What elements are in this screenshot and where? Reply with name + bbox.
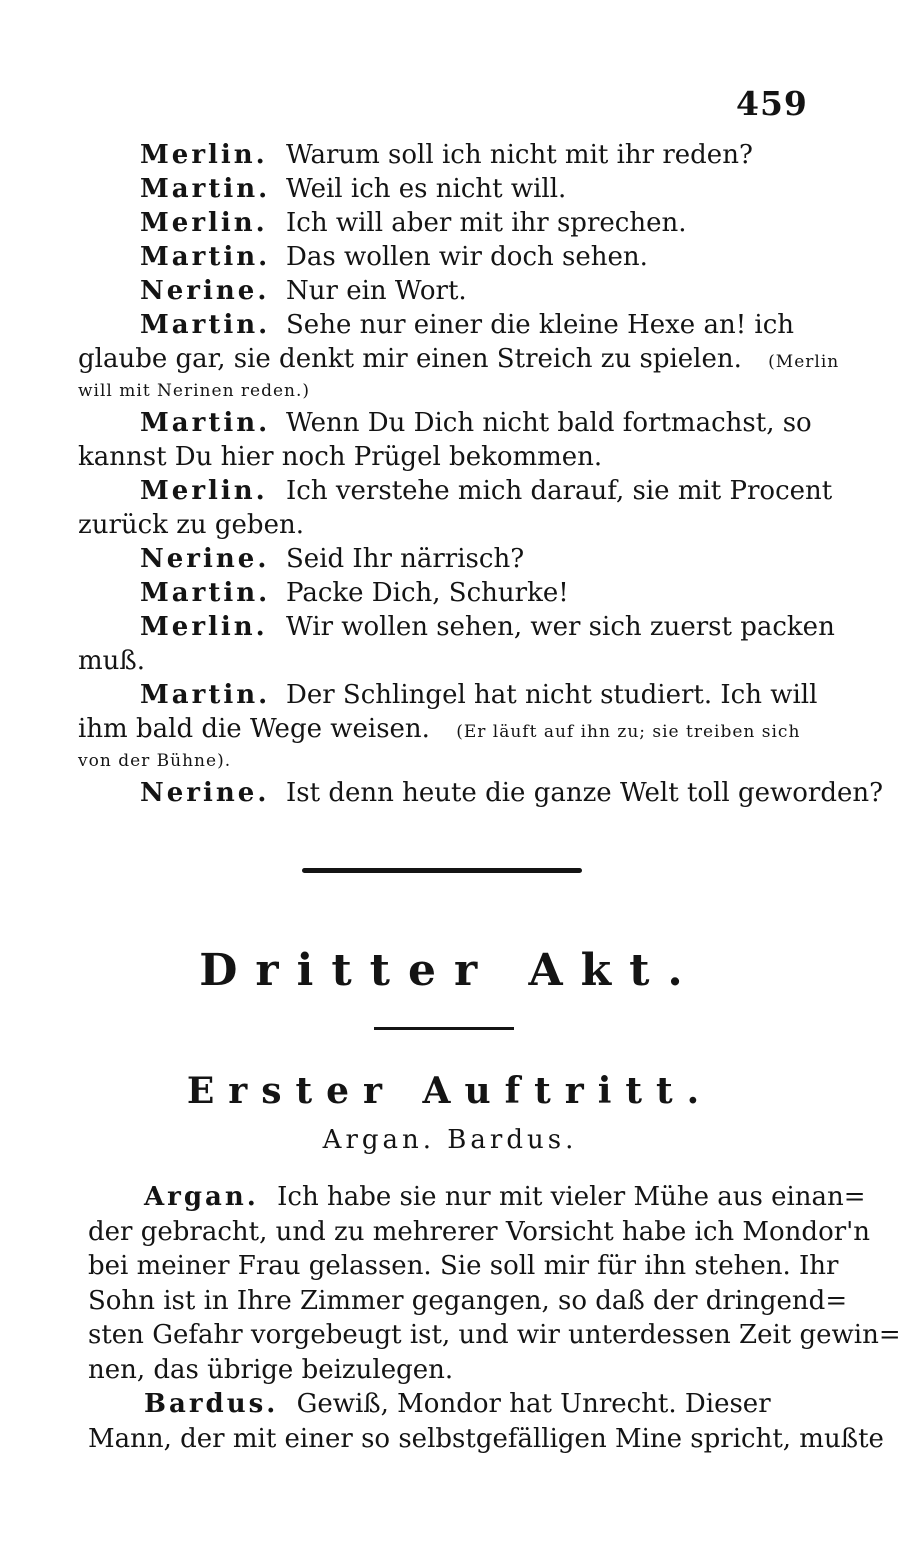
speaker-name: Martin. <box>140 310 271 340</box>
dialogue-line <box>78 406 812 440</box>
speaker-name: Martin. <box>140 174 271 204</box>
prose-line <box>88 1180 866 1215</box>
continuation-text <box>78 342 839 379</box>
speech-text: Packe Dich, Schurke! <box>286 578 569 608</box>
prose-line: bei meiner Frau gelassen. Sie soll mir für ihn stehen. Ihr <box>88 1251 839 1281</box>
stage-direction-line: von der Bühne). <box>78 751 232 771</box>
prose-line <box>88 1387 810 1422</box>
stage-direction-line: will mit Nerinen reden.) <box>78 381 311 401</box>
dialogue-continuation <box>78 342 840 376</box>
act-title: Dritter Akt. <box>199 945 701 996</box>
continuation-text <box>78 712 800 749</box>
dialogue-line <box>78 776 884 810</box>
dialogue-line <box>78 172 800 206</box>
scene-title: Erster Auftritt. <box>186 1070 714 1112</box>
speech-text: Ich verstehe mich darauf, sie mit Procent <box>286 476 833 506</box>
dialogue-continuation <box>78 440 800 474</box>
dialogue-line <box>78 308 800 342</box>
dialogue-line <box>78 678 818 712</box>
speech-text: Ich will aber mit ihr sprechen. <box>286 208 687 238</box>
scene-prose <box>88 1180 901 1456</box>
dialogue-line <box>78 240 800 274</box>
speaker-name: Martin. <box>140 242 271 272</box>
continuation-speech: glaube gar, sie denkt mir einen Streich zu spielen. <box>78 344 742 374</box>
dialogue-block <box>78 138 884 810</box>
prose-line: Mann, der mit einer so selbstgefälligen Mine spricht, mußte <box>88 1423 884 1454</box>
continuation-speech: ihm bald die Wege weisen. <box>78 714 430 744</box>
section-divider-rule <box>302 868 582 873</box>
speaker-name: Bardus. <box>144 1389 279 1419</box>
speaker-name: Nerine. <box>140 276 270 306</box>
prose-line: nen, das übrige beizulegen. <box>88 1354 454 1385</box>
speech-text: Ich habe sie nur mit vieler Mühe aus einan= <box>277 1182 866 1212</box>
speaker-name: Argan. <box>144 1182 259 1212</box>
dialogue-continuation <box>78 508 800 542</box>
speech-text: Weil ich es nicht will. <box>286 174 567 204</box>
speech-text: Das wollen wir doch sehen. <box>286 242 648 272</box>
dialogue-line <box>78 542 800 576</box>
speaker-name: Merlin. <box>140 612 268 642</box>
speaker-name: Martin. <box>140 680 271 710</box>
dialogue-line <box>78 474 833 508</box>
speaker-name: Martin. <box>140 578 271 608</box>
speech-text: Warum soll ich nicht mit ihr reden? <box>286 140 753 170</box>
dialogue-line <box>78 206 800 240</box>
speech-text: Ist denn heute die ganze Welt toll geworden? <box>286 778 884 808</box>
speaker-name: Nerine. <box>140 544 270 574</box>
speech-text: Gewiß, Mondor hat Unrecht. Dieser <box>296 1389 771 1419</box>
speaker-name: Merlin. <box>140 140 268 170</box>
prose-line: Sohn ist in Ihre Zimmer gegangen, so daß der dringend= <box>88 1285 848 1316</box>
dialogue-continuation <box>78 644 800 678</box>
speech-text: Wir wollen sehen, wer sich zuerst packen <box>286 612 835 642</box>
prose-line: der gebracht, und zu mehrerer Vorsicht habe ich Mondor'n <box>88 1216 871 1247</box>
scene-cast: Argan. Bardus. <box>322 1125 578 1155</box>
speaker-name: Martin. <box>140 408 271 438</box>
act-divider-rule <box>374 1027 514 1030</box>
speech-text: Sehe nur einer die kleine Hexe an! ich <box>286 310 795 340</box>
speaker-name: Merlin. <box>140 208 268 238</box>
speaker-name: Merlin. <box>140 476 268 506</box>
speech-text: Seid Ihr närrisch? <box>286 544 525 574</box>
stage-direction: (Merlin <box>768 352 840 372</box>
dialogue-continuation <box>78 712 800 746</box>
speech-text: Nur ein Wort. <box>286 276 467 306</box>
speaker-name: Nerine. <box>140 778 270 808</box>
speech-text: Der Schlingel hat nicht studiert. Ich will <box>286 680 818 710</box>
prose-line: sten Gefahr vorgebeugt ist, und wir unterdessen Zeit gewin= <box>88 1320 901 1350</box>
dialogue-line <box>78 138 800 172</box>
continuation-text: muß. <box>78 646 146 676</box>
continuation-text: zurück zu geben. <box>78 510 304 540</box>
speech-text: Wenn Du Dich nicht bald fortmachst, so <box>286 408 812 438</box>
page-number: 459 <box>736 84 808 123</box>
stage-direction: (Er läuft auf ihn zu; sie treiben sich <box>456 722 801 742</box>
dialogue-line <box>78 610 835 644</box>
continuation-text: kannst Du hier noch Prügel bekommen. <box>78 442 603 472</box>
dialogue-line <box>78 576 800 610</box>
dialogue-line <box>78 274 800 308</box>
